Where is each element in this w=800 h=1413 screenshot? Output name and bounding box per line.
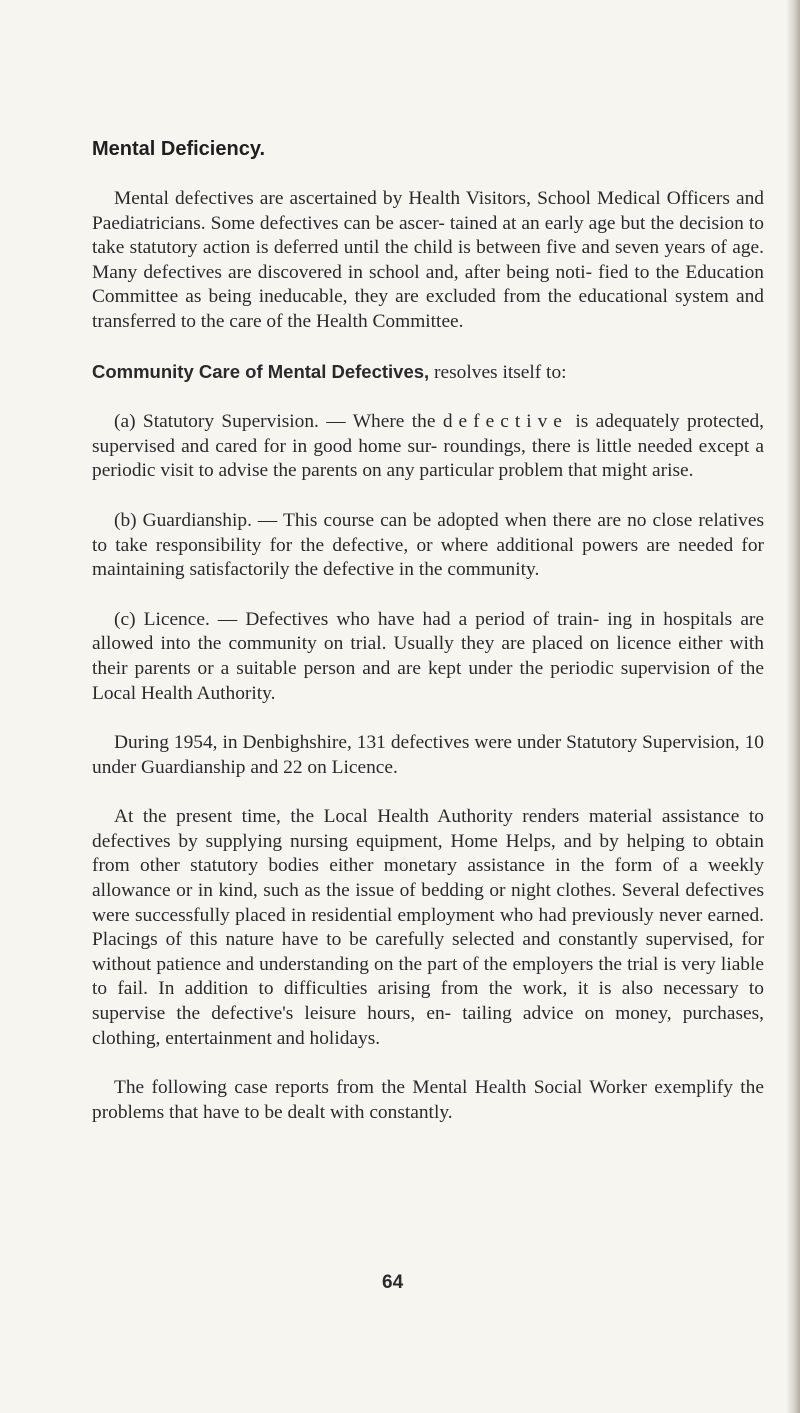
assistance-paragraph: At the present time, the Local Health Authority renders material assistance to defectives by supplying nursing equipment, Home Helps, and by helping to obtain from other statutory bodies either monetary assistance in the form of a weekly allowance or in kind, such as the issue of bedding or night clothes. Several defectives were successfully placed in residential employment who had previously never earned. Placings of this nature have to be carefully selected and constantly supervised, for without patience and understanding on the part of the employers the trial is very liable to fail. In addition to difficulties arising from the work, it is also necessary to supervise the defective's leisure hours, en- tailing advice on money, purchases, clothing, entertainment and holidays. <box>92 806 764 1049</box>
intro-paragraph: Mental defectives are ascertained by Health Visitors, School Medical Officers and Paediatricians. Some defectives can be ascer- tained at an early age but the decision to take statutory action is deferred until the child is between five and seven years of age. Many defectives are discovered in school and, after being noti- fied to the Education Committee as being ineducable, they are excluded from the educational system and transferred to the care of the Health Committee. <box>92 188 764 332</box>
item-label: (b) Guardianship. — <box>114 509 283 531</box>
community-care-text: resolves itself to: <box>429 361 567 383</box>
item-text: is adequately protected, supervised and cared for in good home sur- roundings, there is little needed except a periodic visit to advise the parents on any particular problem that might arise. <box>92 411 764 482</box>
item-statutory-supervision <box>92 410 764 484</box>
community-care-subheading: Community Care of Mental Defectives, <box>92 360 430 382</box>
page-number: 64 <box>382 1272 404 1293</box>
document-body <box>92 138 764 1150</box>
item-text: Defectives who have had a period of train- ing in hospitals are allowed into the community on trial. Usually they are placed on licence either with their parents or a suitable person and are kept under the periodic supervision of the Local Health Authority. <box>92 608 764 704</box>
item-guardianship <box>92 509 764 583</box>
community-care-paragraph <box>92 360 764 386</box>
item-licence <box>92 608 764 706</box>
item-label: (c) Licence. — <box>114 608 246 630</box>
closing-paragraph: The following case reports from the Mental Health Social Worker exemplify the problems that have to be dealt with constantly. <box>92 1077 764 1123</box>
section-heading: Mental Deficiency. <box>92 138 266 160</box>
item-text: This course can be adopted when there are no close relatives to take responsibility for the defective, or where additional powers are needed for maintaining satisfactorily the defective in the community. <box>92 509 765 581</box>
page-edge-shadow <box>786 0 800 1413</box>
item-spaced-word: defective <box>442 411 568 433</box>
item-label: (a) Statutory Supervision. — Where the <box>114 411 443 433</box>
statistics-paragraph: During 1954, in Denbighshire, 131 defectives were under Statutory Supervision, 10 under Guardianship and 22 on Licence. <box>92 732 764 778</box>
